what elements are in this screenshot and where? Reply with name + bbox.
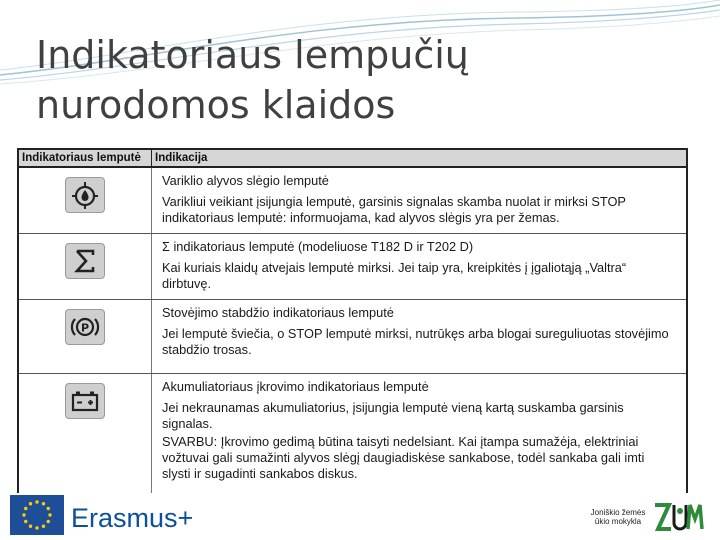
row-text: Kai kuriais klaidų atvejais lemputė mirksi. Jei taip yra, kreipkitės į įgaliotąją „Valtra“ dirbtuvę. bbox=[162, 260, 627, 291]
indication-cell bbox=[152, 300, 686, 373]
indicator-table bbox=[17, 148, 688, 493]
eu-star bbox=[29, 525, 32, 528]
slide-title-line2: nurodomos klaidos bbox=[36, 83, 396, 127]
row-title: Stovėjimo stabdžio indikatoriaus lemputė bbox=[162, 305, 394, 320]
row-warning-text: SVARBU: Įkrovimo gedimą būtina taisyti nedelsiant. Kai įtampa sumažėja, elektriniai vožtuvai gali sumažinti alyvos slėgį daugiadiskėse sankabose, todėl sankaba gali imti slysti ir sugadinti sankabos diskus. bbox=[162, 434, 645, 481]
school-name bbox=[586, 508, 650, 526]
slide-title-line1: Indikatoriaus lempučių bbox=[36, 33, 469, 77]
row-title: Σ indikatoriaus lemputė (modeliuose T182 D ir T202 D) bbox=[162, 239, 474, 254]
eu-star bbox=[35, 500, 38, 503]
school-name-line2: ūkio mokykla bbox=[594, 517, 642, 526]
header-indication: Indikacija bbox=[155, 152, 208, 164]
sigma-icon bbox=[65, 243, 105, 279]
table-row bbox=[19, 168, 686, 234]
eu-star bbox=[48, 513, 51, 516]
eu-star bbox=[24, 520, 27, 523]
eu-star bbox=[22, 513, 25, 516]
row-title: Variklio alyvos slėgio lemputė bbox=[162, 173, 329, 188]
parking-brake-icon bbox=[65, 309, 105, 345]
row-title: Akumuliatoriaus įkrovimo indikatoriaus lemputė bbox=[162, 379, 429, 394]
eu-star bbox=[35, 526, 38, 529]
indication-cell bbox=[152, 234, 686, 299]
icon-cell bbox=[19, 168, 152, 233]
table-row bbox=[19, 234, 686, 300]
erasmus-plus-logo: Erasmus+ bbox=[71, 503, 194, 533]
indication-cell bbox=[152, 374, 686, 493]
table-row bbox=[19, 300, 686, 374]
eu-star bbox=[47, 507, 50, 510]
eu-star bbox=[29, 502, 32, 505]
icon-cell bbox=[19, 234, 152, 299]
table-row bbox=[19, 374, 686, 493]
eu-flag-icon bbox=[10, 495, 64, 535]
row-text: Jei lemputė šviečia, o STOP lemputė mirksi, nutrūkęs arba blogai sureguliuotas stovėjimo stabdžio trosas. bbox=[162, 326, 669, 357]
table-header bbox=[19, 150, 686, 168]
header-indicator: Indikatoriaus lemputė bbox=[19, 150, 152, 166]
school-logo-icon bbox=[652, 499, 704, 537]
row-text: Varikliui veikiant įsijungia lemputė, garsinis signalas skamba nuolat ir mirksi STOP indikatoriaus lemputė: informuojama, kad alyvos slėgis yra per žemas. bbox=[162, 194, 626, 225]
eu-star bbox=[47, 520, 50, 523]
slide-title bbox=[36, 30, 676, 130]
battery-icon bbox=[65, 383, 105, 419]
eu-star bbox=[24, 507, 27, 510]
eu-star bbox=[42, 525, 45, 528]
oil-pressure-icon bbox=[65, 177, 105, 213]
school-name-line1: Joniškio žemės bbox=[590, 508, 646, 517]
row-text: Jei nekraunamas akumuliatorius, įsijungia lemputė vieną kartą suskamba garsinis signalas. bbox=[162, 400, 624, 431]
svg-text:P: P bbox=[80, 321, 90, 335]
indication-cell bbox=[152, 168, 686, 233]
icon-cell bbox=[19, 300, 152, 373]
icon-cell bbox=[19, 374, 152, 493]
eu-star bbox=[42, 502, 45, 505]
